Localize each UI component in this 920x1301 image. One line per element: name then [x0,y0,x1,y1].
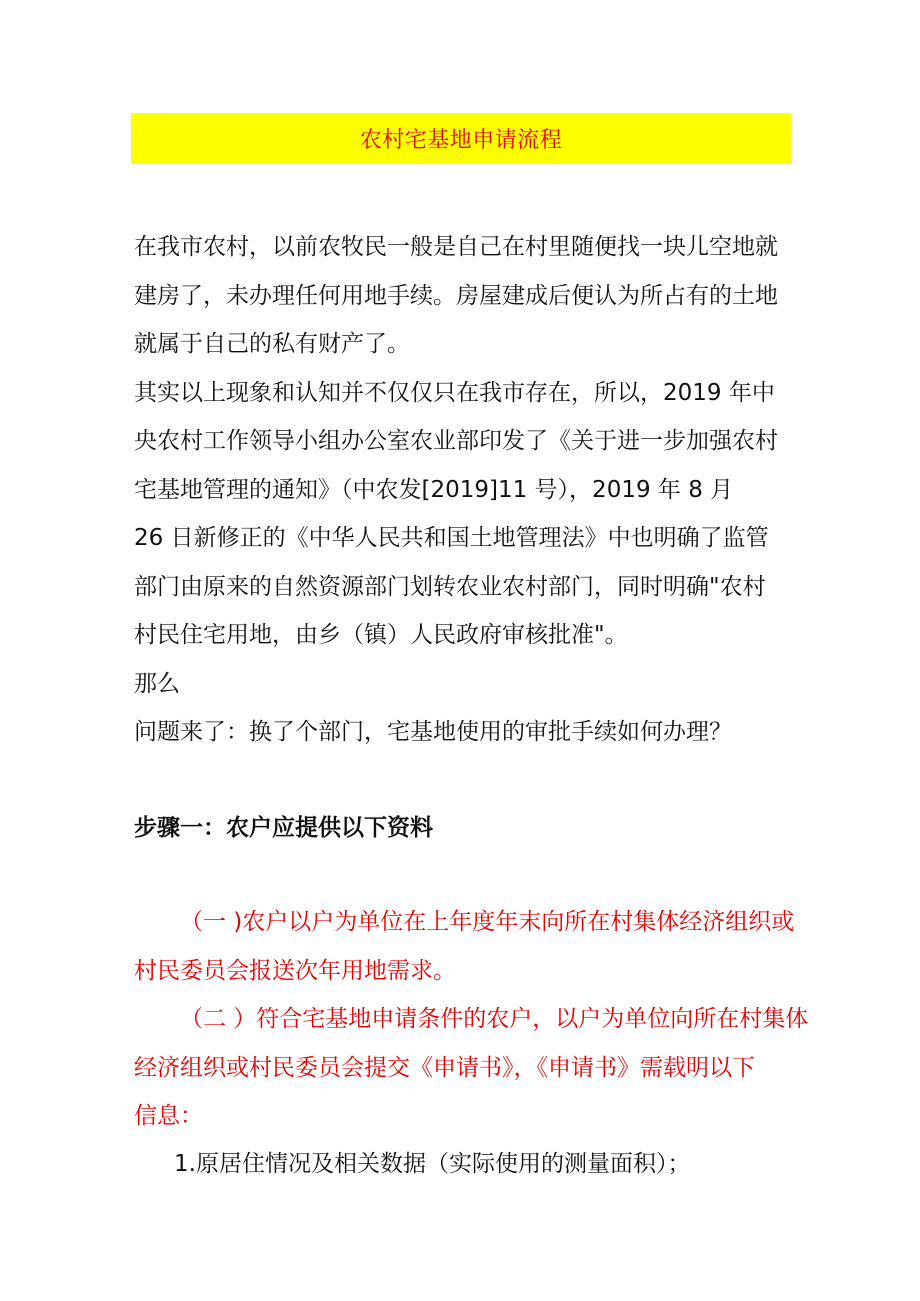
step1-requirements [134,898,809,1141]
requirement-line: 信息： [134,1103,203,1129]
intro-line: 那么 [134,670,180,697]
intro-line: 央农村工作领导小组办公室农业部印发了《关于进一步加强农村 [134,428,778,454]
intro-line: 村民住宅用地，由乡（镇）人民政府审核批准"。 [134,622,628,648]
intro-line: 建房了，未办理任何用地手续。房屋建成后便认为所占有的土地 [134,282,778,309]
requirement-line: （二 ）符合宅基地申请条件的农户，以户为单位向所在村集体 [180,1006,809,1032]
intro-line: 在我市农村，以前农牧民一般是自己在村里随便找一块儿空地就 [134,234,778,260]
requirement-line: 经济组织或村民委员会提交《申请书》，《申请书》需载明以下 [134,1054,755,1081]
title-banner [131,113,791,164]
intro-line: 就属于自己的私有财产了。 [134,331,410,357]
intro-line: 宅基地管理的通知》（中农发[2019]11 号），2019 年 8 月 [134,476,734,503]
intro-line: 问题来了：换了个部门，宅基地使用的审批手续如何办理？ [134,719,732,745]
list-item: 1.原居住情况及相关数据（实际使用的测量面积）； [174,1151,691,1177]
intro-line: 26 日新修正的《中华人民共和国土地管理法》中也明确了监管 [134,525,769,551]
document-title: 农村宅基地申请流程 [359,128,563,153]
step1-heading: 步骤一：农户应提供以下资料 [134,815,433,841]
intro-line: 部门由原来的自然资源部门划转农业农村部门，同时明确"农村 [134,573,766,600]
requirement-line: 村民委员会报送次年用地需求。 [134,957,456,984]
intro-paragraph [134,223,794,757]
requirement-line: （一 )农户以户为单位在上年度年末向所在村集体经济组织或 [180,909,795,935]
intro-line: 其实以上现象和认知并不仅仅只在我市存在，所以，2019 年中 [134,379,775,406]
